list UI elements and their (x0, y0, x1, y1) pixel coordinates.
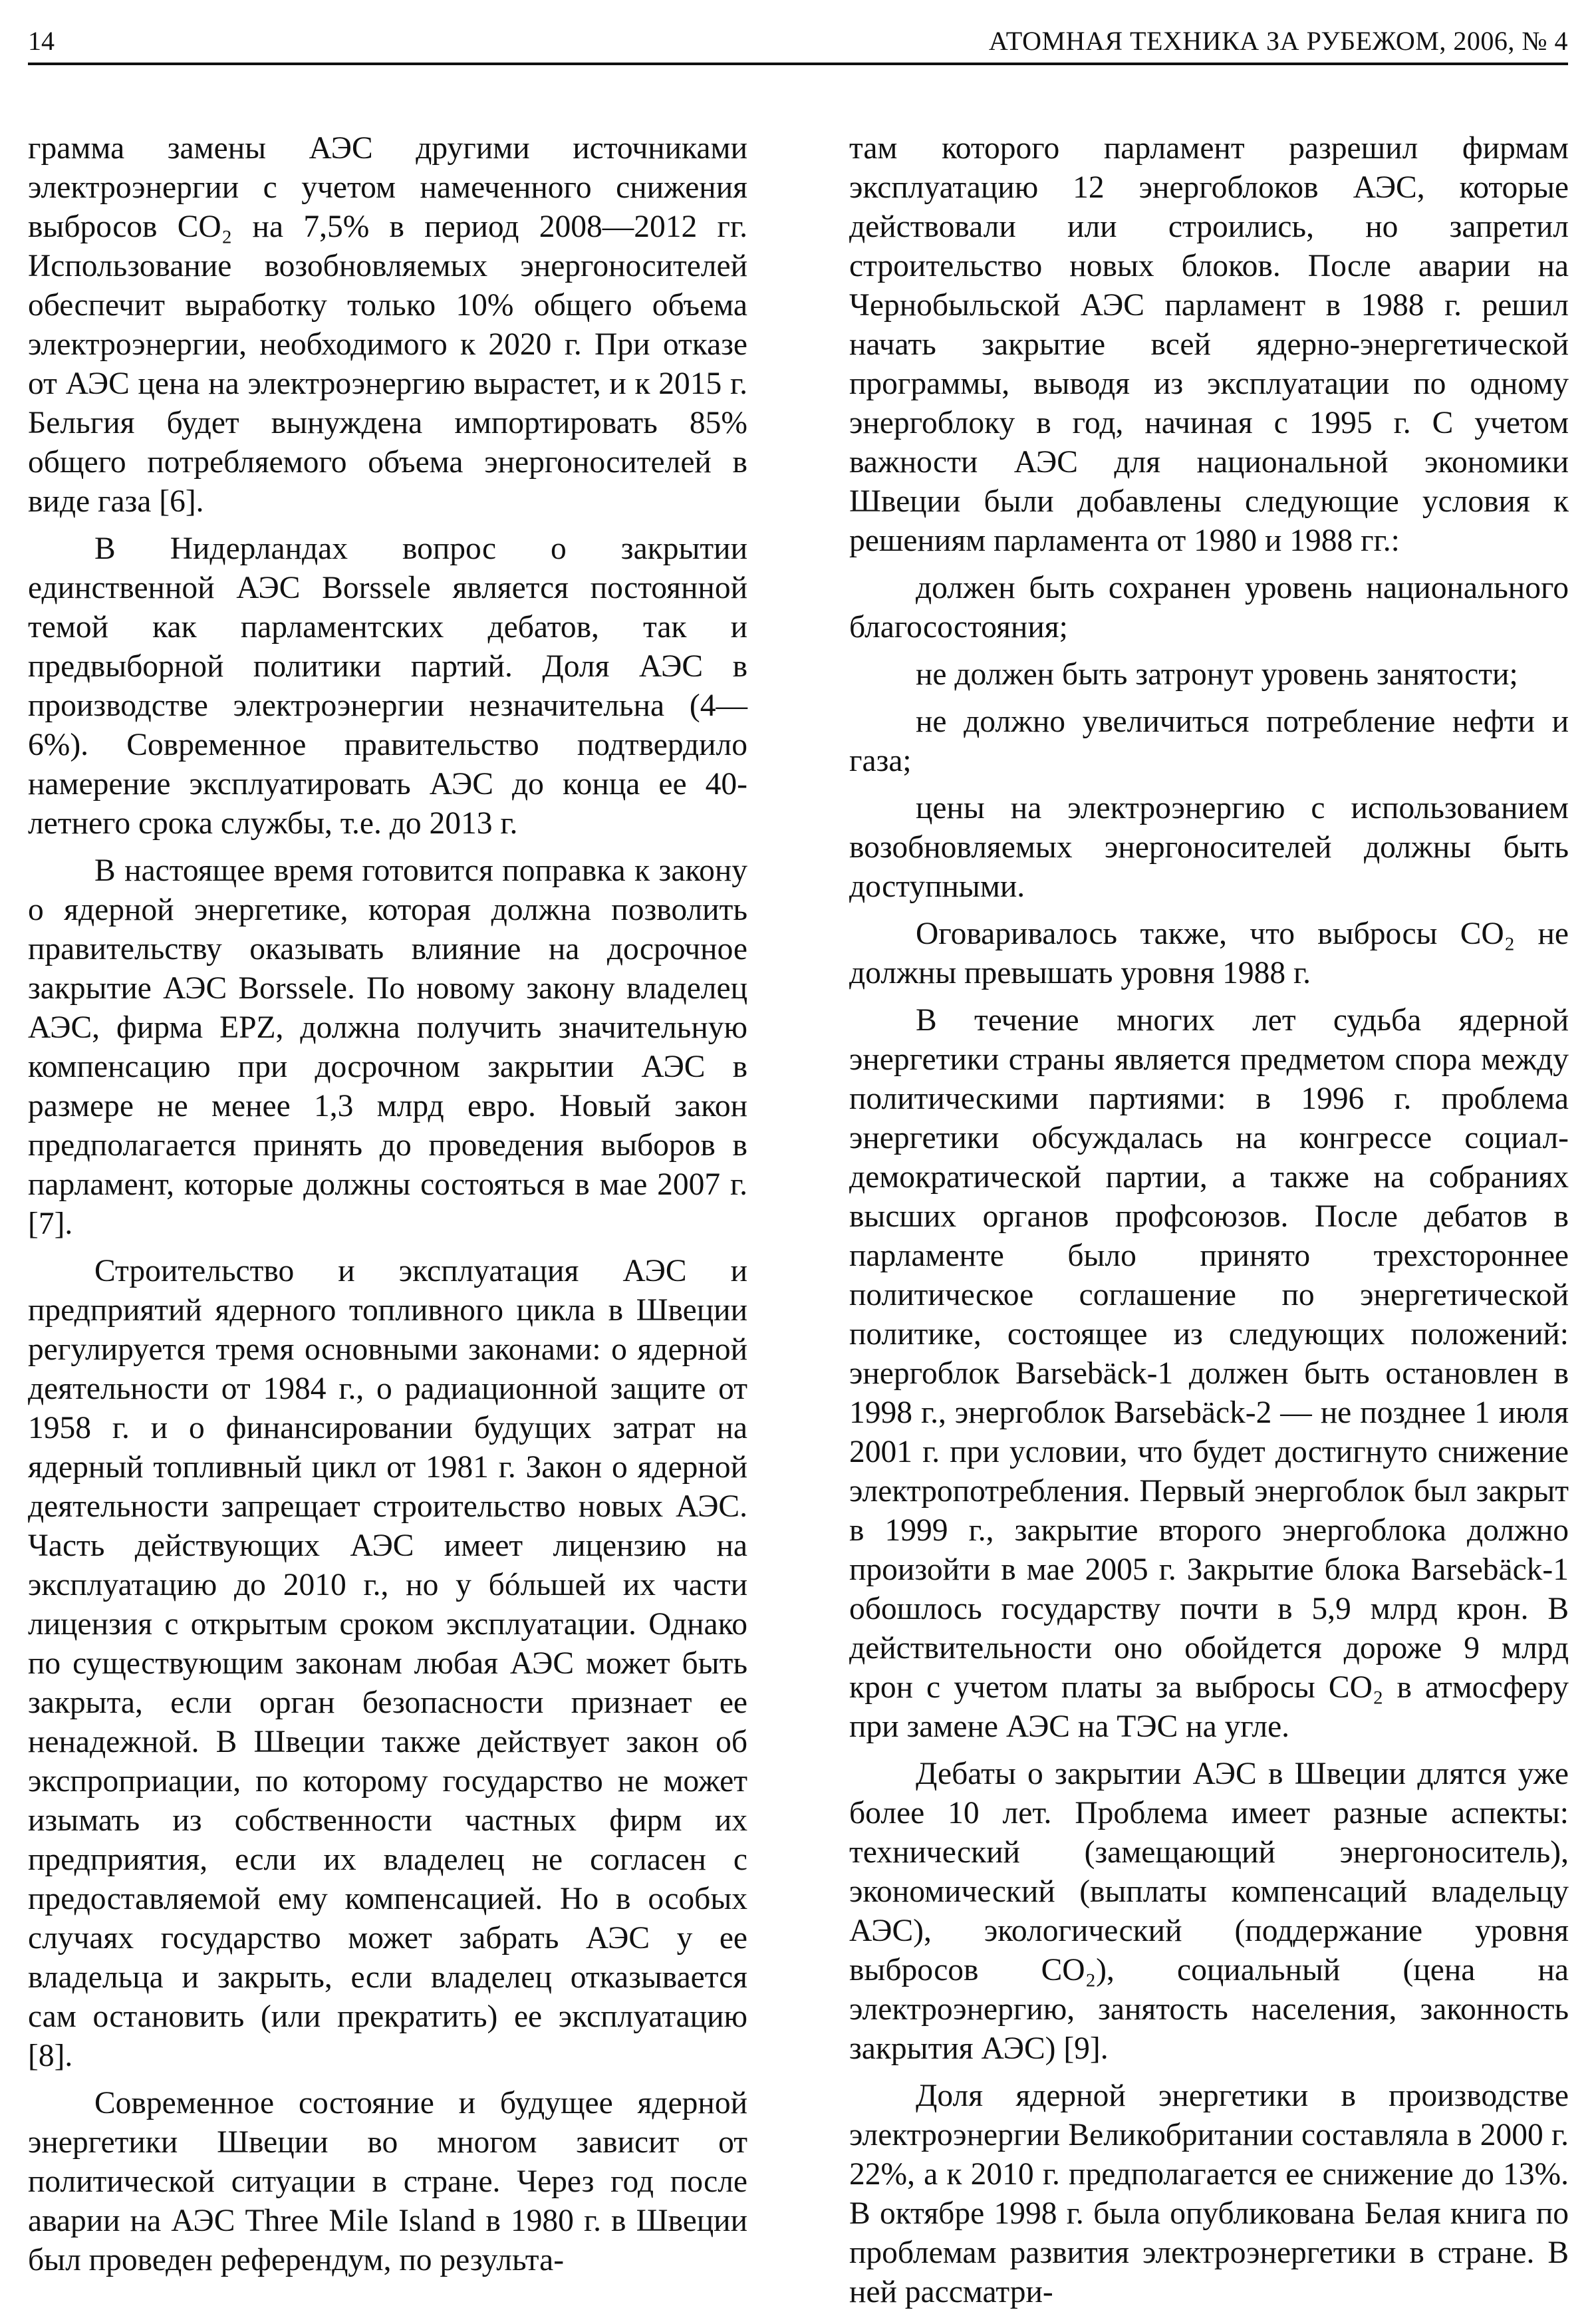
paragraph: Дебаты о закрытии АЭС в Швеции длятся уже более 10 лет. Проблема имеет разные аспекты: технический (замещающий энергоноситель), экономический (выплаты компенсаций владельцу АЭС), экологический (поддержание уровня выбросов CO₂), социальный (цена на электроэнергию, занятость населения, законность закрытия АЭС) [9]. (849, 1757, 1569, 2066)
running-header (28, 20, 1568, 65)
page-number: 14 (28, 26, 55, 56)
paragraph: Современное состояние и будущее ядерной энергетики Швеции во многом зависит от политической ситуации в стране. Через год после аварии на АЭС Three Mile Island в 1980 г. в Швеции был проведен референдум, по результа- (28, 2086, 747, 2277)
list-item: цены на электроэнергию с использованием возобновляемых энергоносителей должны быть доступными. (849, 791, 1569, 904)
paragraph: В настоящее время готовится поправка к закону о ядерной энергетике, которая должна позволить правительству оказывать влияние на досрочное закрытие АЭС Borssele. По новому закону владелец АЭС, фирма EPZ, должна получить значительную компенсацию при досрочном закрытии АЭС в размере не менее 1,3 млрд евро. Новый закон предполагается принять до проведения выборов в парламент, которые должны состояться в мае 2007 г. [7]. (28, 853, 747, 1241)
list-item: не должно увеличиться потребление нефти и газа; (849, 704, 1569, 778)
paragraph: там которого парламент разрешил фирмам эксплуатацию 12 энергоблоков АЭС, которые действовали или строились, но запретил строительство новых блоков. После аварии на Чернобыльской АЭС парламент в 1988 г. решил начать закрытие всей ядерно-энергетической программы, выводя из эксплуатации по одному энергоблоку в год, начиная с 1995 г. С учетом важности АЭС для национальной экономики Швеции были добавлены следующие условия к решениям парламента от 1980 и 1988 гг.: (849, 131, 1569, 558)
left-column (28, 129, 747, 2277)
paragraph: грамма замены АЭС другими источниками электроэнергии с учетом намеченного снижения выбросов CO₂ на 7,5% в период 2008—2012 гг. Использование возобновляемых энергоносителей обеспечит выработку только 10% общего объема электроэнергии, необходимого к 2020 г. При отказе от АЭС цена на электроэнергию вырастет, и к 2015 г. Бельгия будет вынуждена импортировать 85% общего потребляемого объема энергоносителей в виде газа [6]. (28, 131, 747, 519)
paragraph: В течение многих лет судьба ядерной энергетики страны является предметом спора между политическими партиями: в 1996 г. проблема энергетики обсуждалась на конгрессе социал-демократической партии, а также на собраниях высших органов профсоюзов. После дебатов в парламенте было принято трехстороннее политическое соглашение по энергетической политике, состоящее из следующих положений: энергоблок Barsebäck-1 должен быть остановлен в 1998 г., энергоблок Barsebäck-2 — не позднее 1 июля 2001 г. при условии, что будет достигнуто снижение электропотребления. Первый энергоблок был закрыт в 1999 г., закрытие второго энергоблока должно произойти в мае 2005 г. Закрытие блока Barsebäck-1 обошлось государству почти в 5,9 млрд крон. В действительности оно обойдется дороже 9 млрд крон с учетом платы за выбросы CO₂ в атмосферу при замене АЭС на ТЭС на угле. (849, 1003, 1569, 1744)
list-item: не должен быть затронут уровень занятости; (916, 657, 1518, 692)
paragraph: В Нидерландах вопрос о закрытии единственной АЭС Borssele является постоянной темой как парламентских дебатов, так и предвыборной политики партий. Доля АЭС в производстве электроэнергии незначительна (4—6%). Современное правительство подтвердило намерение эксплуатировать АЭС до конца ее 40-летнего срока службы, т.е. до 2013 г. (28, 531, 747, 841)
list-item: должен быть сохранен уровень национального благосостояния; (849, 571, 1569, 645)
paragraph: Доля ядерной энергетики в производстве электроэнергии Великобритании составляла в 2000 г. 22%, а к 2010 г. предполагается ее снижение до 13%. В октябре 1998 г. была опубликована Белая книга по проблемам развития электроэнергетики в стране. В ней рассматри- (849, 2079, 1569, 2309)
journal-title: АТОМНАЯ ТЕХНИКА ЗА РУБЕЖОМ, 2006, № 4 (988, 26, 1568, 56)
paragraph: Строительство и эксплуатация АЭС и предприятий ядерного топливного цикла в Швеции регулируется тремя основными законами: о ядерной деятельности от 1984 г., о радиационной защите от 1958 г. и о финансировании будущих затрат на ядерный топливный цикл от 1981 г. Закон о ядерной деятельности запрещает строительство новых АЭС. Часть действующих АЭС имеет лицензию на эксплуатацию до 2010 г., но у бóльшей их части лицензия с открытым сроком эксплуатации. Однако по существующим законам любая АЭС может быть закрыта, если орган безопасности признает ее ненадежной. В Швеции также действует закон об экспроприации, по которому государство не может изымать из собственности частных фирм их предприятия, если их владелец не согласен с предоставляемой ему компенсацией. Но в особых случаях государство может забрать АЭС у ее владельца и закрыть, если владелец отказывается сам остановить (или прекратить) ее эксплуатацию [8]. (28, 1254, 747, 2073)
paragraph: Оговаривалось также, что выбросы CO₂ не должны превышать уровня 1988 г. (849, 917, 1569, 990)
right-column (849, 129, 1569, 2309)
